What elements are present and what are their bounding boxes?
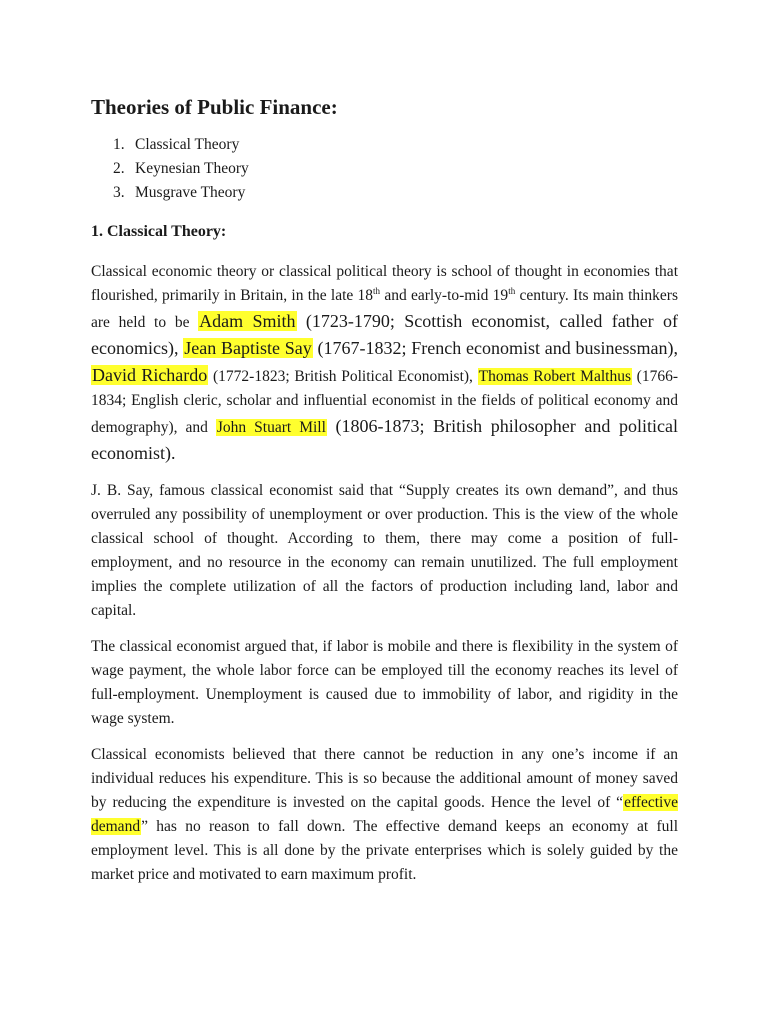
paragraph-say-law: J. B. Say, famous classical economist said that “Supply creates its own demand”, and thus overruled any possibility of unemployment or over production. This is the view of the whole classical school of thought. According to them, there may come a position of full-employment, and no resource in the economy can remain unutilized. The full employment implies the complete utilization of all the factors of production including land, labor and capital.	[91, 482, 678, 619]
paragraph-classical-intro	[91, 260, 678, 467]
text-run-ricardo-desc: (1772-1823; British Political Economist),	[208, 368, 478, 385]
highlight-jean-baptiste-say: Jean Baptiste Say	[184, 338, 312, 358]
list-item	[113, 133, 678, 157]
list-item-label: Musgrave Theory	[135, 184, 246, 201]
highlight-thomas-robert-malthus: Thomas Robert Malthus	[478, 368, 631, 385]
list-item	[113, 181, 678, 205]
page-title: Theories of Public Finance:	[91, 95, 338, 119]
section-heading-classical-theory: 1. Classical Theory:	[91, 223, 227, 240]
list-item-label: Classical Theory	[135, 136, 240, 153]
highlight-david-richardo: David Richardo	[92, 365, 208, 385]
text-run-malthus-desc: (1766-1834; English cleric, scholar and influential economist in the fields of political economy and demography), and	[91, 368, 679, 436]
list-item-number: 3.	[113, 184, 125, 201]
paragraph-effective-demand	[91, 743, 678, 887]
text-run: Classical economic theory or classical political theory is school of thought in economies that flourished, primarily in Britain, in the late 18	[91, 263, 678, 304]
text-run-mill-desc: (1806-1873; British philosopher and political economist).	[91, 416, 678, 463]
theories-list	[91, 133, 678, 205]
superscript: th	[508, 285, 516, 296]
list-item-label: Keynesian Theory	[135, 160, 249, 177]
text-run-smith-desc: (1723-1790; Scottish economist, called father of economics),	[91, 311, 679, 358]
list-item-number: 2.	[113, 160, 125, 177]
list-item-number: 1.	[113, 136, 125, 153]
text-run-say-desc: (1767-1832; French economist and businessman),	[312, 338, 679, 358]
text-run: century. Its main thinkers are held to be	[91, 287, 678, 331]
document-body	[91, 93, 678, 887]
highlight-adam-smith: Adam Smith	[199, 311, 296, 331]
paragraph-labor-mobility: The classical economist argued that, if labor is mobile and there is flexibility in the system of wage payment, the whole labor force can be employed till the economy reaches its level of full-employment. Unemployment is caused due to immobility of labor, and rigidity in the wage system.	[91, 638, 678, 727]
highlight-effective-demand: effective demand	[91, 794, 678, 835]
text-run: Classical economists believed that there cannot be reduction in any one’s income if an individual reduces his expenditure. This is so because the additional amount of money saved by reducing the expenditure is invested on the capital goods. Hence the level of “	[91, 746, 678, 811]
text-run: ” has no reason to fall down. The effective demand keeps an economy at full employment level. This is all done by the private enterprises which is solely guided by the market price and motivated to earn maximum profit.	[91, 818, 678, 883]
list-item	[113, 157, 678, 181]
superscript: th	[373, 285, 381, 296]
highlight-john-stuart-mill: John Stuart Mill	[216, 419, 326, 436]
text-run: and early-to-mid 19	[380, 287, 509, 304]
